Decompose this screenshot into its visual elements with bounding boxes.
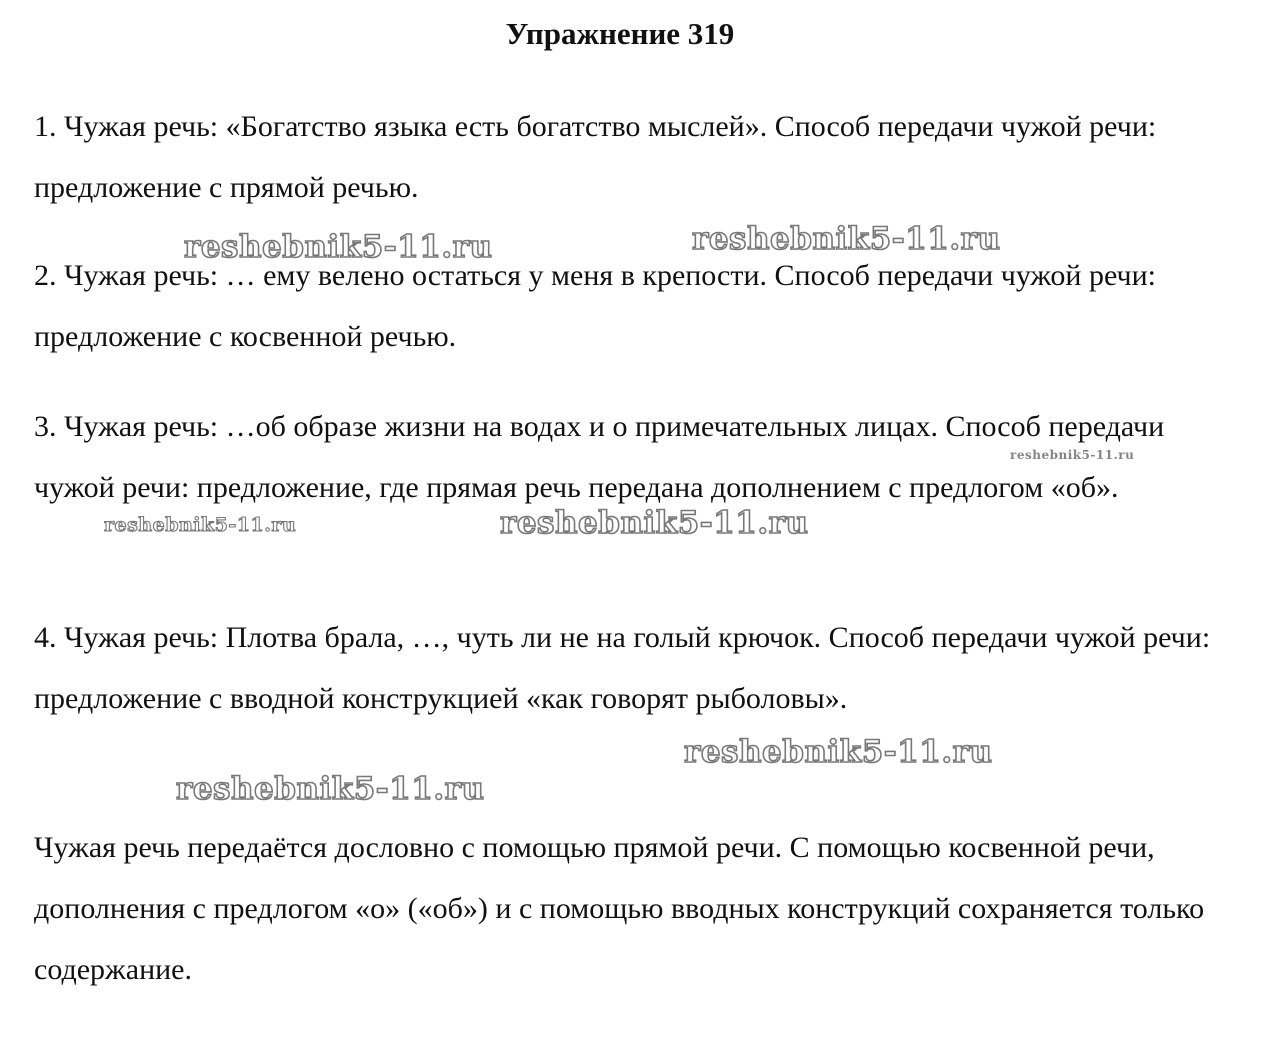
watermark: reshebnik5-11.ru	[184, 229, 493, 265]
answer-paragraph-3: 3. Чужая речь: …об образе жизни на водах и о примечательных лицах. Способ передачи чужой речи: предложение, где прямая речь передана дополнением с предлогом «об».	[34, 410, 1165, 504]
watermark: reshebnik5-11.ru	[500, 505, 809, 541]
answer-paragraph-4: 4. Чужая речь: Плотва брала, …, чуть ли не на голый крючок. Способ передачи чужой речи: предложение с вводной конструкцией «как говорят рыболовы».	[34, 621, 1211, 715]
watermark: reshebnik5-11.ru	[692, 221, 1001, 257]
conclusion-paragraph: Чужая речь передаётся дословно с помощью прямой речи. С помощью косвенной речи, дополнения с предлогом «о» («об») и с помощью вводных конструкций сохраняется только содержание.	[34, 831, 1205, 986]
watermark: reshebnik5-11.ru	[684, 734, 993, 770]
watermark: reshebnik5-11.ru	[176, 771, 485, 807]
exercise-title: Упражнение 319	[505, 16, 735, 51]
answer-paragraph-2: 2. Чужая речь: … ему велено остаться у меня в крепости. Способ передачи чужой речи: предложение с косвенной речью.	[34, 259, 1157, 353]
watermark: reshebnik5-11.ru	[1010, 448, 1135, 462]
answer-paragraph-1: 1. Чужая речь: «Богатство языка есть богатство мыслей». Способ передачи чужой речи: предложение с прямой речью.	[34, 110, 1157, 204]
watermark: reshebnik5-11.ru	[104, 514, 297, 536]
